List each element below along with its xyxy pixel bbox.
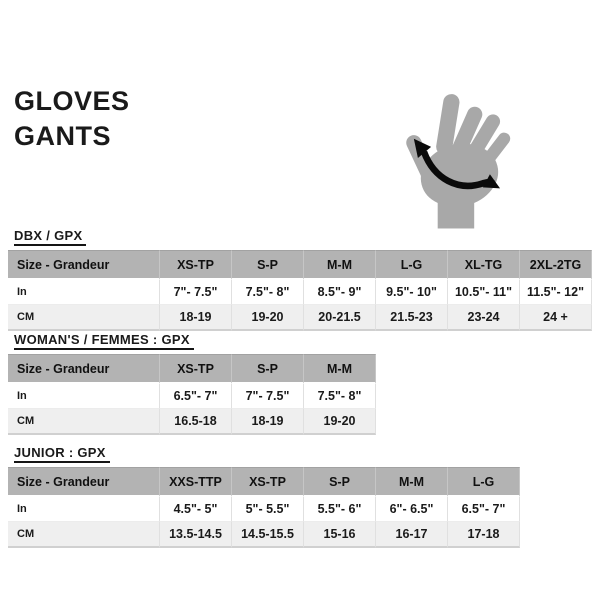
size-value-cell: 13.5-14.5 (160, 522, 232, 548)
header-row (8, 354, 376, 384)
measurement-row-in (8, 280, 592, 305)
size-column-header: XS-TP (232, 467, 304, 497)
header-row (8, 467, 520, 497)
table-section-womans-gpx (8, 331, 376, 435)
size-column-header: M-M (304, 250, 376, 280)
size-column-header: XL-TG (448, 250, 520, 280)
page-title-line1: GLOVES (14, 86, 130, 116)
hand-measurement-icon (401, 88, 519, 230)
unit-label: CM (8, 522, 160, 548)
table-heading: WOMAN'S / FEMMES : GPX (14, 332, 194, 350)
size-value-cell: 6.5"- 7" (448, 497, 520, 522)
measurement-row-cm (8, 409, 376, 435)
size-table-womans-gpx (8, 354, 376, 435)
table-section-dbx-gpx (8, 227, 592, 331)
size-column-header: M-M (376, 467, 448, 497)
size-value-cell: 7.5"- 8" (232, 280, 304, 305)
size-value-cell: 18-19 (160, 305, 232, 331)
size-value-cell: 9.5"- 10" (376, 280, 448, 305)
size-column-header: XS-TP (160, 250, 232, 280)
unit-label: In (8, 384, 160, 409)
size-column-header: M-M (304, 354, 376, 384)
size-value-cell: 6"- 6.5" (376, 497, 448, 522)
size-column-header: S-P (232, 354, 304, 384)
size-value-cell: 23-24 (448, 305, 520, 331)
measurement-row-in (8, 497, 520, 522)
size-value-cell: 15-16 (304, 522, 376, 548)
size-label-header: Size - Grandeur (8, 467, 160, 497)
size-value-cell: 10.5"- 11" (448, 280, 520, 305)
size-label-header: Size - Grandeur (8, 250, 160, 280)
size-value-cell: 16-17 (376, 522, 448, 548)
table-section-junior-gpx (8, 444, 520, 548)
measurement-row-cm (8, 522, 520, 548)
size-column-header: XS-TP (160, 354, 232, 384)
size-value-cell: 5.5"- 6" (304, 497, 376, 522)
size-value-cell: 24 + (520, 305, 592, 331)
size-value-cell: 19-20 (304, 409, 376, 435)
size-table-dbx-gpx (8, 250, 592, 331)
unit-label: In (8, 497, 160, 522)
header-row (8, 250, 592, 280)
page-title-line2: GANTS (14, 121, 111, 151)
index-finger (444, 102, 451, 147)
size-column-header: S-P (232, 250, 304, 280)
wrist (438, 189, 474, 228)
hand-measurement-illustration (401, 88, 519, 230)
size-value-cell: 21.5-23 (376, 305, 448, 331)
measurement-row-in (8, 384, 376, 409)
size-column-header: S-P (304, 467, 376, 497)
size-value-cell: 8.5"- 9" (304, 280, 376, 305)
size-value-cell: 14.5-15.5 (232, 522, 304, 548)
size-value-cell: 7.5"- 8" (304, 384, 376, 409)
size-value-cell: 6.5"- 7" (160, 384, 232, 409)
size-column-header: L-G (376, 250, 448, 280)
size-column-header: L-G (448, 467, 520, 497)
size-value-cell: 18-19 (232, 409, 304, 435)
table-heading: JUNIOR : GPX (14, 445, 110, 463)
size-value-cell: 17-18 (448, 522, 520, 548)
size-value-cell: 7"- 7.5" (232, 384, 304, 409)
size-column-header: 2XL-2TG (520, 250, 592, 280)
unit-label: CM (8, 305, 160, 331)
unit-label: CM (8, 409, 160, 435)
size-column-header: XXS-TTP (160, 467, 232, 497)
page-title (14, 84, 130, 154)
measurement-row-cm (8, 305, 592, 331)
size-value-cell: 7"- 7.5" (160, 280, 232, 305)
size-value-cell: 11.5"- 12" (520, 280, 592, 305)
table-heading: DBX / GPX (14, 228, 86, 246)
size-table-junior-gpx (8, 467, 520, 548)
size-label-header: Size - Grandeur (8, 354, 160, 384)
size-value-cell: 20-21.5 (304, 305, 376, 331)
size-value-cell: 19-20 (232, 305, 304, 331)
size-value-cell: 5"- 5.5" (232, 497, 304, 522)
size-value-cell: 4.5"- 5" (160, 497, 232, 522)
unit-label: In (8, 280, 160, 305)
size-value-cell: 16.5-18 (160, 409, 232, 435)
